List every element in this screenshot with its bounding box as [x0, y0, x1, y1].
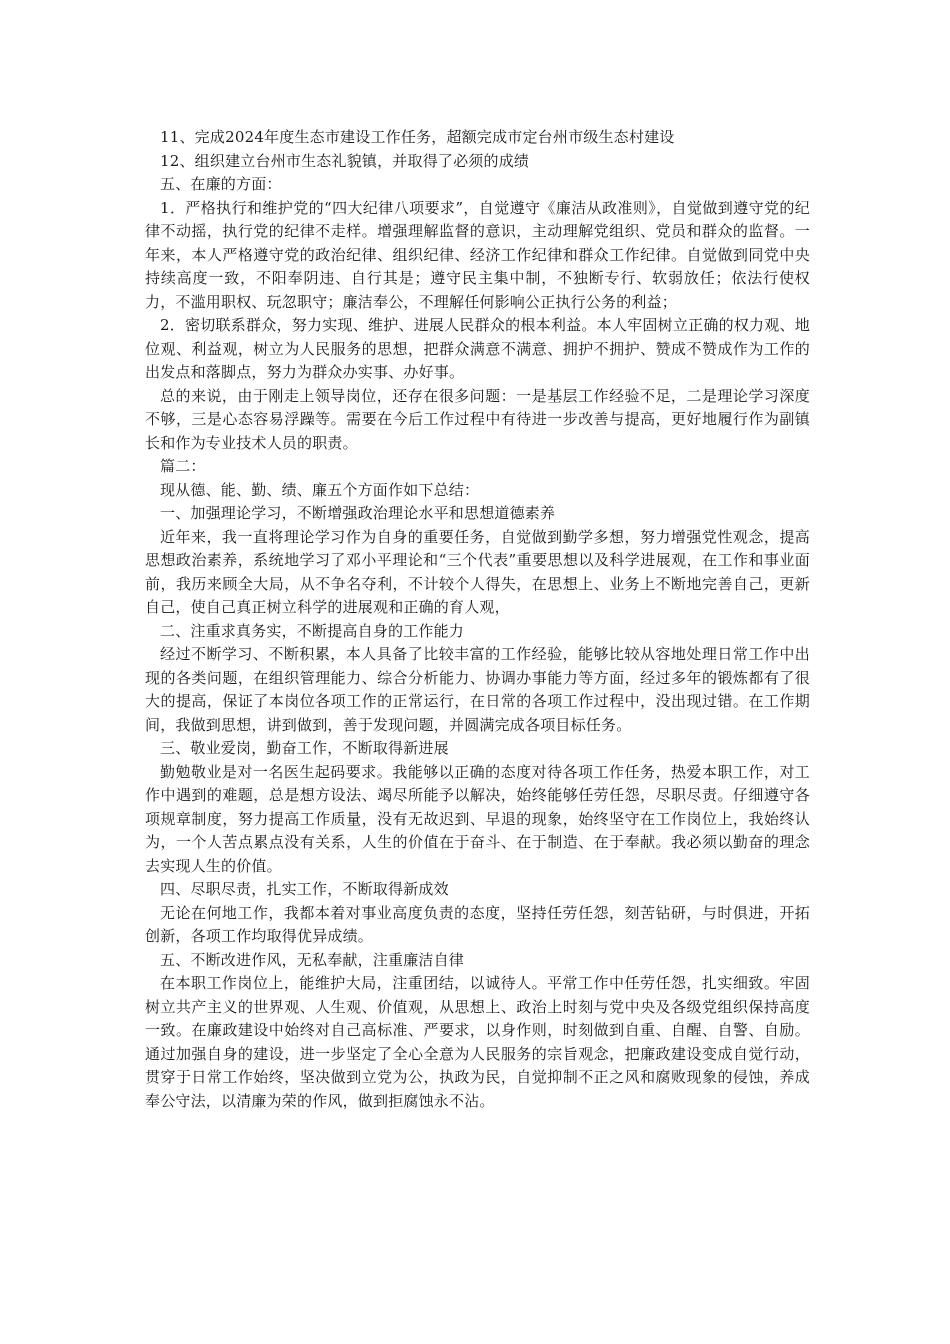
section-heading-dedication: 三、敬业爱岗，勤奋工作，不断取得新进展: [160, 739, 449, 757]
paragraph-ability: 经过不断学习、不断积累，本人具备了比较丰富的工作经验，能够比较从容地处理日常工作中出现的各类问题，在组织管理能力、综合分析能力、协调办事能力等方面，经过多年的锻炼都有了很大的提高，保证了本岗位各项工作的正常运行，在日常的各项工作过程中，没出现过错。在工作期间，我做到思想，讲到做到，善于发现问题，并圆满完成各项目标任务。: [145, 645, 810, 734]
paragraph-discipline: 1．严格执行和维护党的“四大纪律八项要求”，自觉遵守《廉洁从政准则》，自觉做到遵守党的纪律不动摇，执行党的纪律不走样。增强理解监督的意识，主动理解党组织、党员和群众的监督。一年来，本人严格遵守党的政治纪律、组织纪律、经济工作纪律和群众工作纪律。自觉做到同党中央持续高度一致，不阳奉阴违、自行其是；遵守民主集中制，不独断专行、软弱放任；依法行使权力，不滥用职权、玩忽职守；廉洁奉公，不理解任何影响公正执行公务的利益；: [145, 198, 810, 311]
paragraph-theory: 近年来，我一直将理论学习作为自身的重要任务，自觉做到勤学多想，努力增强党性观念，提高思想政治素养，系统地学习了邓小平理论和“三个代表”重要思想以及科学进展观，在工作和事业面前，我历来顾全大局，从不争名夺利，不计较个人得失，在思想上、业务上不断地完善自己，更新自己，使自己真正树立科学的进展观和正确的育人观，: [145, 527, 810, 616]
section-heading-ability: 二、注重求真务实，不断提高自身的工作能力: [160, 621, 465, 640]
paragraph-conduct: 在本职工作岗位上，能维护大局，注重团结，以诚待人。平常工作中任劳任怨，扎实细致。牢固树立共产主义的世界观、人生观、价值观，从思想上、政治上时刻与党中央及各级党组织保持高度一致。在廉政建设中始终对自己高标准、严要求，以身作则，时刻做到自重、自醒、自警、自励。通过加强自身的建设，进一步坚定了全心全意为人民服务的宗旨观念，把廉政建设变成自觉行动，贯穿于日常工作始终，坚决做到立党为公，执政为民，自觉抑制不正之风和腐败现象的侵蚀，养成奉公守法，以清廉为荣的作风，做到拒腐蚀永不沾。: [145, 974, 810, 1110]
paragraph-summary: 总的来说，由于刚走上领导岗位，还存在很多问题：一是基层工作经验不足，二是理论学习深度不够，三是心态容易浮躁等。需要在今后工作过程中有待进一步改善与提高，更好地履行作为副镇长和作为专业技术人员的职责。: [145, 386, 810, 452]
paragraph-dedication: 勤勉敬业是对一名医生起码要求。我能够以正确的态度对待各项工作任务，热爱本职工作，对工作中遇到的难题，总是想方设法、竭尽所能予以解决，始终能够任劳任怨，尽职尽责。仔细遵守各项规章制度，努力提高工作质量，没有无故迟到、早退的现象，始终坚守在工作岗位上，我始终认为，一个人苦点累点没有关系，人生的价值在于奋斗、在于制造、在于奉献。我必须以勤奋的理念去实现人生的价值。: [145, 762, 810, 875]
section-heading-duty: 四、尽职尽责，扎实工作，不断取得新成效: [160, 880, 449, 898]
paragraph-masses: 2．密切联系群众，努力实现、维护、进展人民群众的根本利益。本人牢固树立正确的权力观、地位观、利益观，树立为人民服务的思想，把群众满意不满意、拥护不拥护、赞成不赞成作为工作的出发点和落脚点，努力为群众办实事、办好事。: [145, 316, 810, 381]
section-heading-theory: 一、加强理论学习，不断增强政治理论水平和思想道德素养: [160, 504, 556, 522]
paragraph-duty: 无论在何地工作，我都本着对事业高度负责的态度，坚持任劳任怨，刻苦钻研，与时俱进，开拓创新，各项工作均取得优异成绩。: [145, 903, 810, 945]
paragraph-intro: 现从德、能、勤、绩、廉五个方面作如下总结：: [160, 480, 480, 499]
paragraph-item-11: 11、完成2024年度生态市建设工作任务，超额完成市定台州市级生态村建设: [160, 128, 675, 146]
part-two-heading: 篇二：: [160, 457, 206, 475]
document-body: [145, 126, 810, 1113]
section-heading-integrity: 五、在廉的方面：: [160, 175, 282, 193]
section-heading-conduct: 五、不断改进作风，无私奉献，注重廉洁自律: [160, 950, 465, 969]
paragraph-item-12: 12、组织建立台州市生态礼貌镇，并取得了必须的成绩: [160, 151, 530, 170]
